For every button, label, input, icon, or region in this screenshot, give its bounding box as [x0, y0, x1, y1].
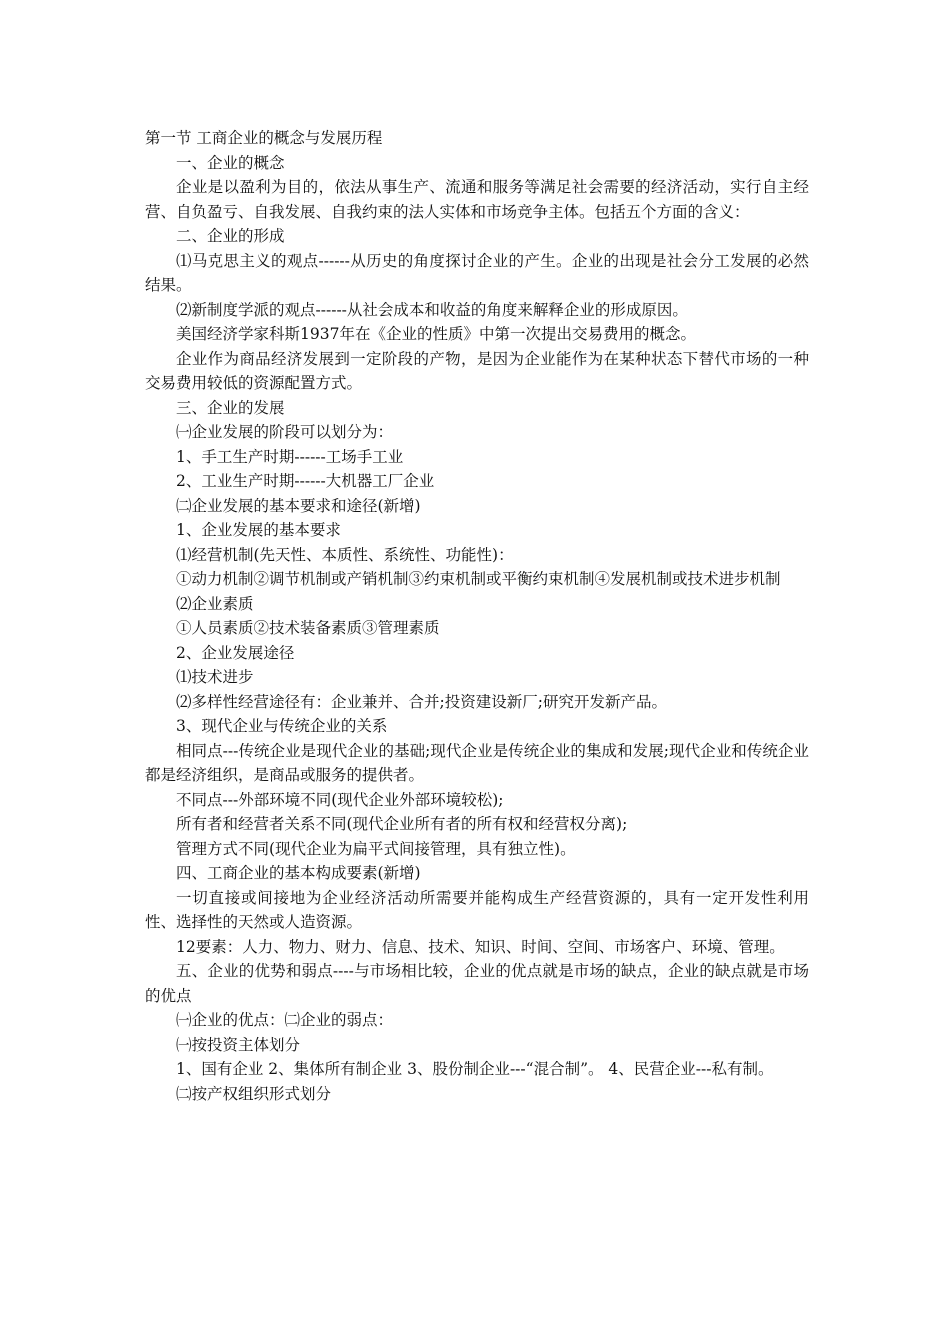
paragraph: ⑴马克思主义的观点------从历史的角度探讨企业的产生。企业的出现是社会分工发展的必然结果。 — [145, 251, 809, 294]
paragraph: 12要素：人力、物力、财力、信息、技术、知识、时间、空间、市场客户、环境、管理。 — [176, 937, 785, 956]
paragraph: ㈡按产权组织形式划分 — [176, 1084, 332, 1103]
paragraph: 1、国有企业 2、集体所有制企业 3、股份制企业---“混合制”。 4、民营企业---私有制。 — [176, 1060, 774, 1078]
heading-basic-elements: 四、工商企业的基本构成要素(新增) — [176, 864, 421, 882]
heading-enterprise-formation: 二、企业的形成 — [176, 227, 285, 245]
paragraph: ㈠企业发展的阶段可以划分为： — [176, 423, 394, 441]
paragraph: 不同点---外部环境不同(现代企业外部环境较松); — [176, 790, 504, 809]
heading-enterprise-development: 三、企业的发展 — [176, 398, 285, 417]
paragraph: ⑵多样性经营途径有：企业兼并、合并;投资建设新厂;研究开发新产品。 — [176, 692, 667, 711]
paragraph: 3、现代企业与传统企业的关系 — [176, 717, 388, 735]
paragraph: ⑵新制度学派的观点------从社会成本和收益的角度来解释企业的形成原因。 — [176, 300, 688, 319]
paragraph: ①动力机制②调节机制或产销机制③约束机制或平衡约束机制④发展机制或技术进步机制 — [176, 570, 781, 588]
paragraph: ⑵企业素质 — [176, 594, 254, 613]
paragraph: 所有者和经营者关系不同(现代企业所有者的所有权和经营权分离); — [176, 815, 628, 833]
section-title: 第一节 工商企业的概念与发展历程 — [145, 129, 383, 147]
paragraph: 企业作为商品经济发展到一定阶段的产物，是因为企业能作为在某种状态下替代市场的一种交易费用较低的资源配置方式。 — [145, 349, 809, 392]
document-body — [145, 126, 809, 1106]
paragraph: 相同点---传统企业是现代企业的基础;现代企业是传统企业的集成和发展;现代企业和传统企业都是经济组织，是商品或服务的提供者。 — [145, 741, 809, 784]
paragraph: ⑴技术进步 — [176, 668, 254, 686]
paragraph: ㈠企业的优点：㈡企业的弱点： — [176, 1011, 394, 1029]
paragraph: 一切直接或间接地为企业经济活动所需要并能构成生产经营资源的，具有一定开发性利用性、选择性的天然或人造资源。 — [145, 888, 809, 931]
paragraph: 管理方式不同(现代企业为扁平式间接管理，具有独立性)。 — [176, 839, 576, 858]
paragraph: 美国经济学家科斯1937年在《企业的性质》中第一次提出交易费用的概念。 — [176, 325, 696, 343]
paragraph: ⑴经营机制(先天性、本质性、系统性、功能性)： — [176, 545, 514, 564]
paragraph: 1、手工生产时期------工场手工业 — [176, 447, 404, 466]
paragraph: ㈠按投资主体划分 — [176, 1035, 301, 1054]
paragraph: 2、工业生产时期------大机器工厂企业 — [176, 472, 435, 490]
paragraph: 2、企业发展途径 — [176, 643, 295, 662]
paragraph: 企业是以盈利为目的，依法从事生产、流通和服务等满足社会需要的经济活动，实行自主经营、自负盈亏、自我发展、自我约束的法人实体和市场竞争主体。包括五个方面的含义： — [145, 178, 809, 221]
paragraph: ㈡企业发展的基本要求和途径(新增) — [176, 496, 421, 515]
heading-enterprise-concept: 一、企业的概念 — [176, 153, 285, 172]
paragraph: 1、企业发展的基本要求 — [176, 521, 341, 539]
heading-advantages-weaknesses: 五、企业的优势和弱点----与市场相比较，企业的优点就是市场的缺点，企业的缺点就是市场的优点 — [145, 962, 809, 1005]
paragraph: ①人员素质②技术装备素质③管理素质 — [176, 619, 440, 637]
